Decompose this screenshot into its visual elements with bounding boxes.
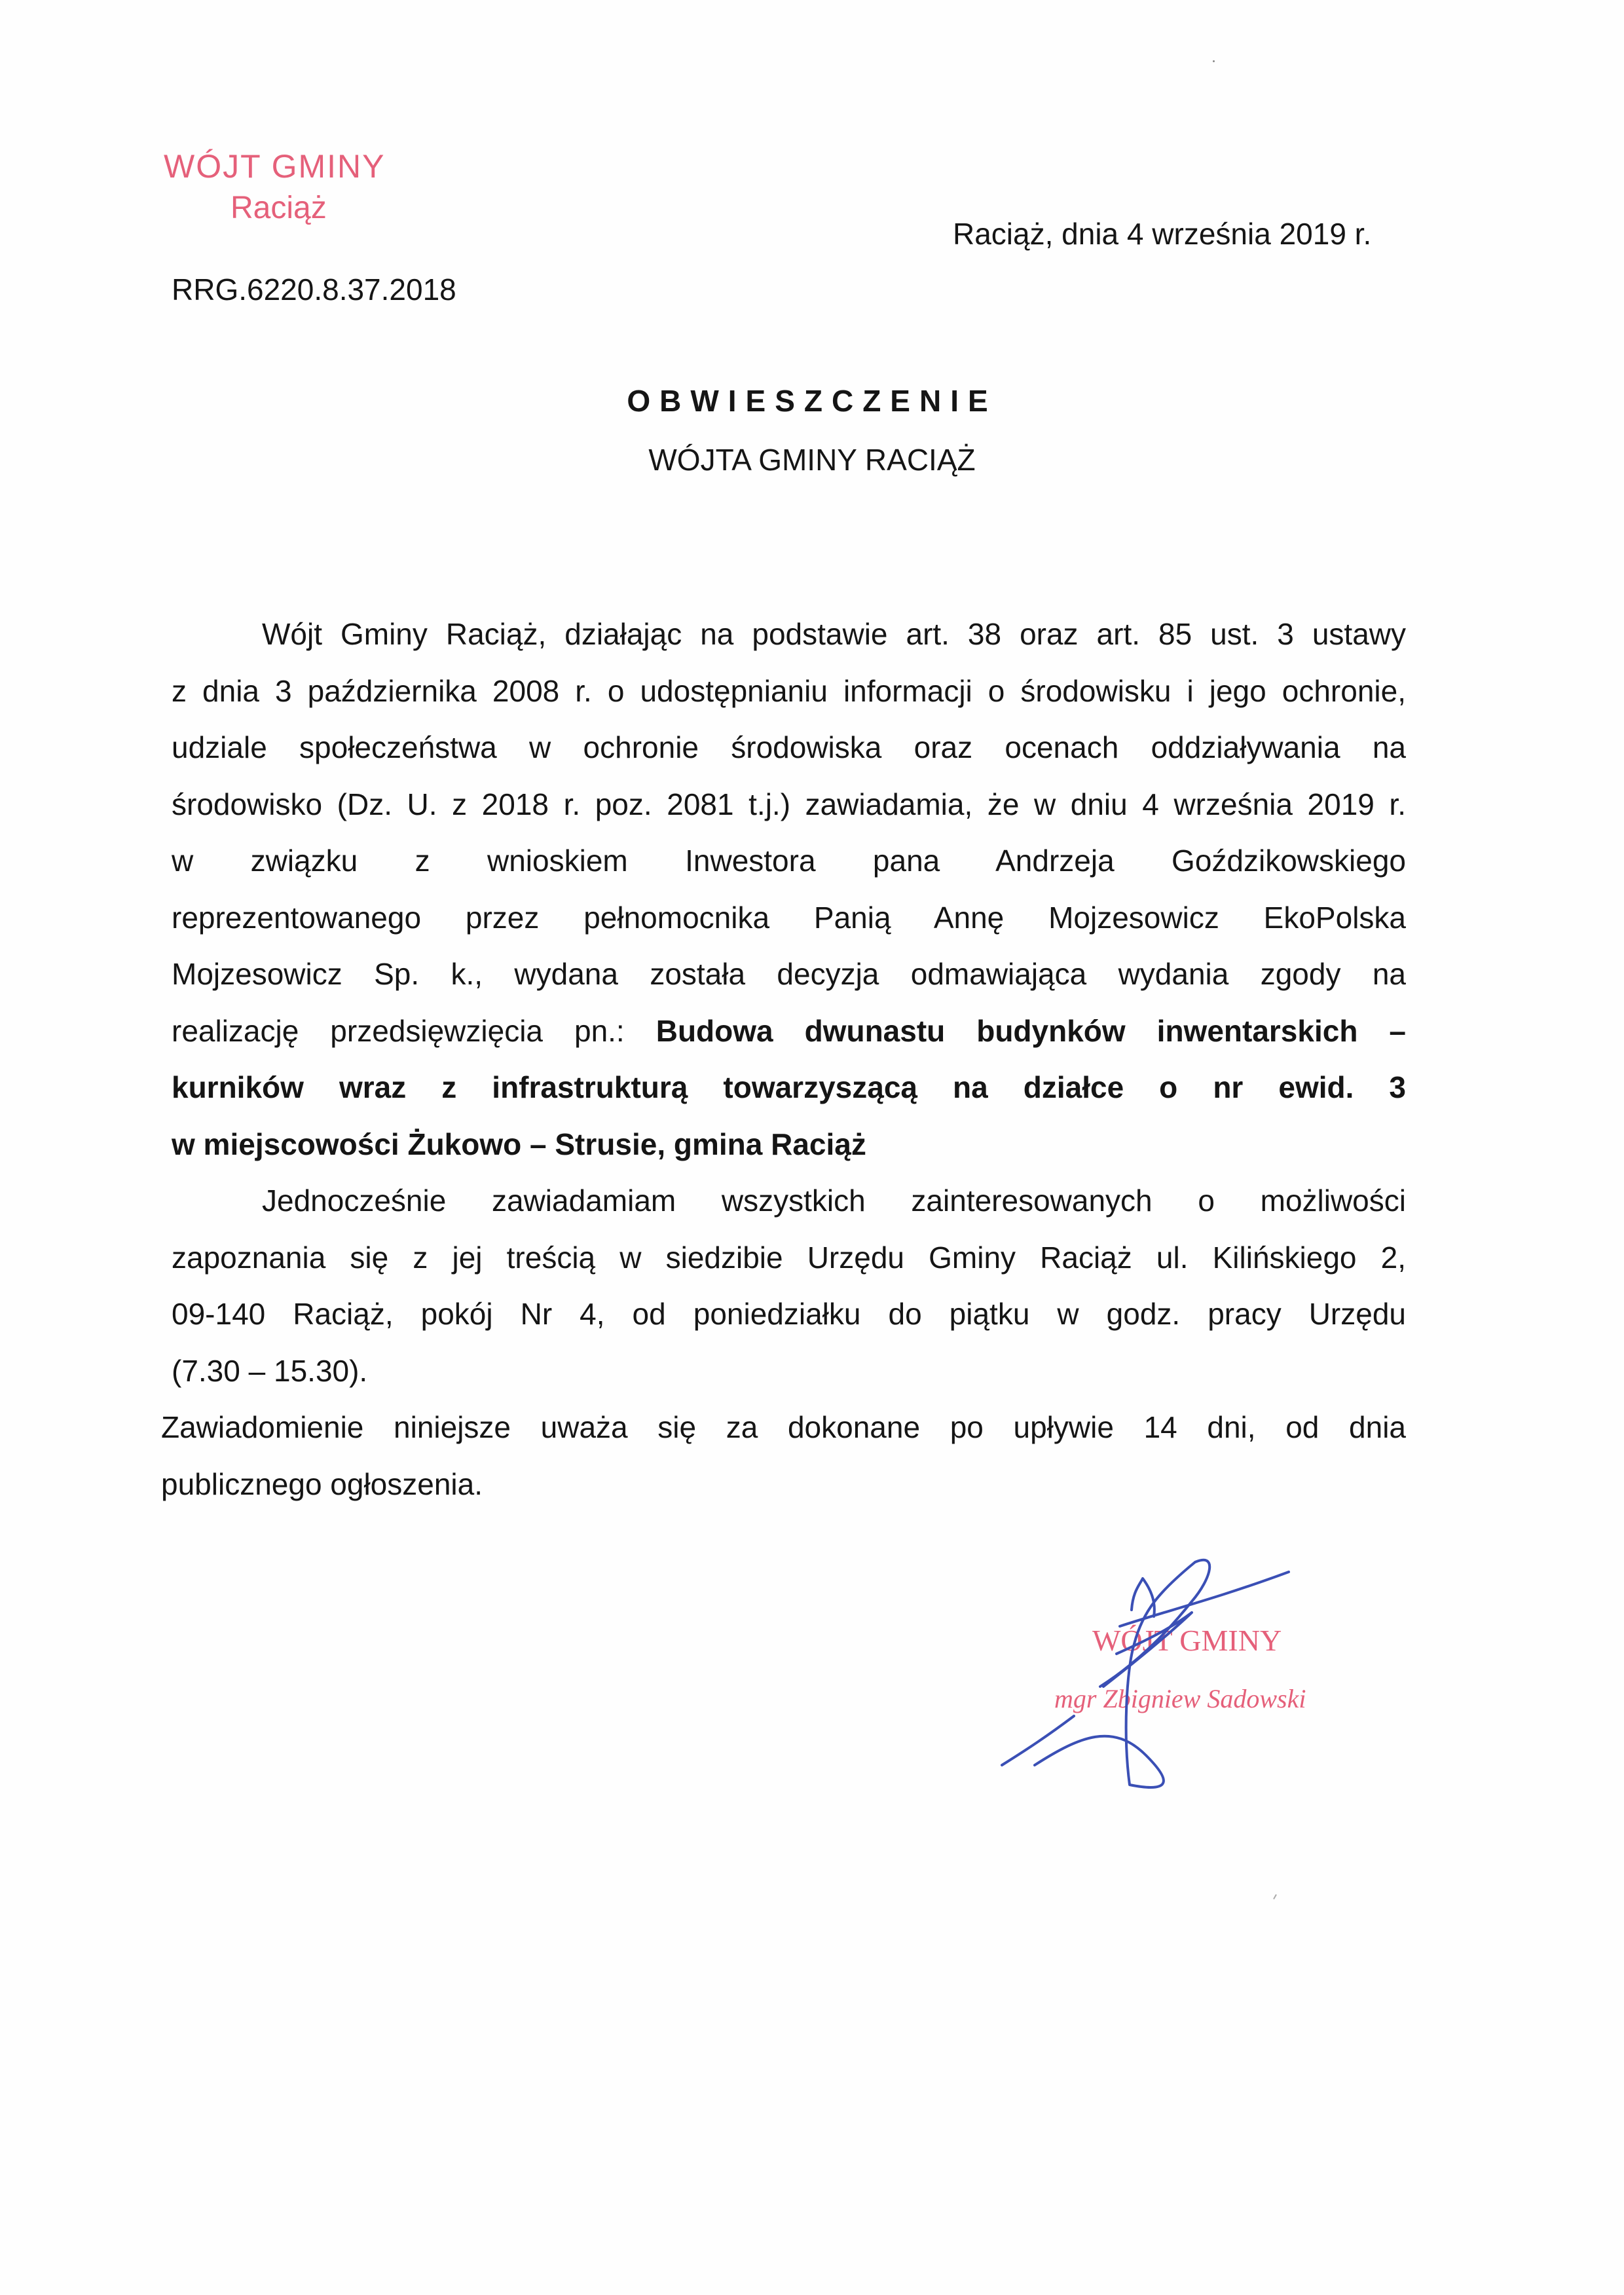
project-name-bold: kurników wraz z infrastrukturą towarzyszącą na działce o nr ewid. 3 <box>172 1070 1406 1104</box>
handwritten-signature <box>982 1539 1441 1814</box>
signature-stroke <box>1035 1560 1209 1787</box>
text-line: publicznego ogłoszenia. <box>161 1466 483 1501</box>
paragraph-notice-effect <box>161 1399 1406 1512</box>
text-line: z dnia 3 października 2008 r. o udostępnianiu informacji o środowisku i jego ochronie, <box>172 673 1406 708</box>
signature-stamp-name: mgr Zbigniew Sadowski <box>1054 1684 1306 1713</box>
text-line: (7.30 – 15.30). <box>172 1353 368 1388</box>
signature-stroke <box>1132 1578 1154 1616</box>
text-line: w związku z wnioskiem Inwestora pana Andrzeja Goździkowskiego <box>172 844 1406 878</box>
project-name-bold: w miejscowości Żukowo – Strusie, gmina Raciąż <box>172 1127 866 1161</box>
signature-stroke <box>1002 1716 1074 1765</box>
text-line: Mojzesowicz Sp. k., wydana została decyzja odmawiająca wydania zgody na <box>172 957 1406 991</box>
text-line: zapoznania się z jej treścią w siedzibie Urzędu Gminy Raciąż ul. Kilińskiego 2, <box>172 1240 1406 1275</box>
document-title: OBWIESZCZENIE <box>627 384 997 418</box>
text-line: środowisko (Dz. U. z 2018 r. poz. 2081 t.j.) zawiadamia, że w dniu 4 września 2019 r. <box>172 787 1406 821</box>
office-stamp-city: Raciąż <box>231 191 327 225</box>
scan-speck <box>1273 1894 1277 1899</box>
text-line: Zawiadomienie niniejsze uważa się za dokonane po upływie 14 dni, od dnia <box>161 1410 1406 1444</box>
project-name-bold: Budowa dwunastu budynków inwentarskich – <box>655 1013 1407 1048</box>
text-line: Jednocześnie zawiadamiam wszystkich zainteresowanych o możliwości <box>262 1184 1406 1218</box>
signature-stamp-title: WÓJT GMINY <box>1092 1624 1282 1657</box>
text-fragment: realizację przedsięwzięcia pn.: <box>172 1013 625 1048</box>
scan-speck <box>1213 60 1215 62</box>
paragraph-decision <box>172 606 1406 1172</box>
document-subtitle: WÓJTA GMINY RACIĄŻ <box>648 443 976 477</box>
signature-stroke <box>1103 1613 1192 1687</box>
office-stamp-title: WÓJT GMINY <box>164 148 386 185</box>
text-line: udziale społeczeństwa w ochronie środowiska oraz ocenach oddziaływania na <box>172 730 1406 764</box>
text-line: reprezentowanego przez pełnomocnika Panią Annę Mojzesowicz EkoPolska <box>172 900 1406 935</box>
document-body <box>161 606 1407 1512</box>
text-line <box>172 1003 1406 1060</box>
paragraph-inspection <box>172 1172 1406 1399</box>
text-line: 09-140 Raciąż, pokój Nr 4, od poniedziałku do piątku w godz. pracy Urzędu <box>172 1297 1406 1331</box>
date-line: Raciąż, dnia 4 września 2019 r. <box>953 217 1372 251</box>
text-line: Wójt Gminy Raciąż, działając na podstawie art. 38 oraz art. 85 ust. 3 ustawy <box>262 617 1406 651</box>
reference-number: RRG.6220.8.37.2018 <box>172 272 456 307</box>
